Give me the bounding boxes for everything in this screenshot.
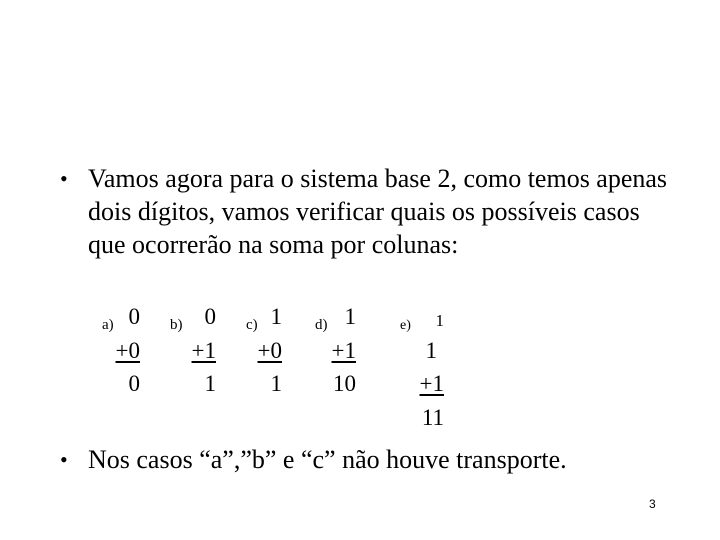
- bullet-item-conclusion: [60, 443, 680, 476]
- case-middle-operand: 1: [425, 338, 437, 363]
- case-top-operand: 1: [435, 311, 444, 330]
- case-result: 1: [270, 371, 282, 396]
- bullet-icon: •: [60, 447, 68, 472]
- case-result: 11: [421, 405, 444, 430]
- case-label: a): [102, 317, 114, 333]
- case-addend: +1: [419, 371, 444, 396]
- case-addend: +1: [191, 338, 216, 363]
- case-addend: +0: [115, 338, 140, 363]
- case-addend: +1: [331, 338, 356, 363]
- case-top-operand: 0: [204, 304, 216, 329]
- case-label: d): [315, 317, 328, 333]
- page-number: 3: [649, 497, 656, 511]
- case-label: e): [400, 318, 411, 333]
- case-result: 0: [128, 371, 140, 396]
- case-label: b): [170, 317, 183, 333]
- bullet-text: Nos casos “a”,”b” e “c” não houve transporte.: [88, 445, 567, 474]
- case-top-operand: 0: [128, 304, 140, 329]
- bullet-item-intro: [60, 162, 680, 261]
- case-result: 10: [333, 371, 356, 396]
- case-top-operand: 1: [270, 304, 282, 329]
- case-label: c): [246, 317, 258, 333]
- case-addend: +0: [257, 338, 282, 363]
- bullet-icon: •: [60, 166, 68, 191]
- case-top-operand: 1: [344, 304, 356, 329]
- bullet-text: Vamos agora para o sistema base 2, como temos apenas dois dígitos, vamos verificar quais os possíveis casos que ocorrerão na soma por colunas:: [88, 164, 668, 259]
- case-result: 1: [204, 371, 216, 396]
